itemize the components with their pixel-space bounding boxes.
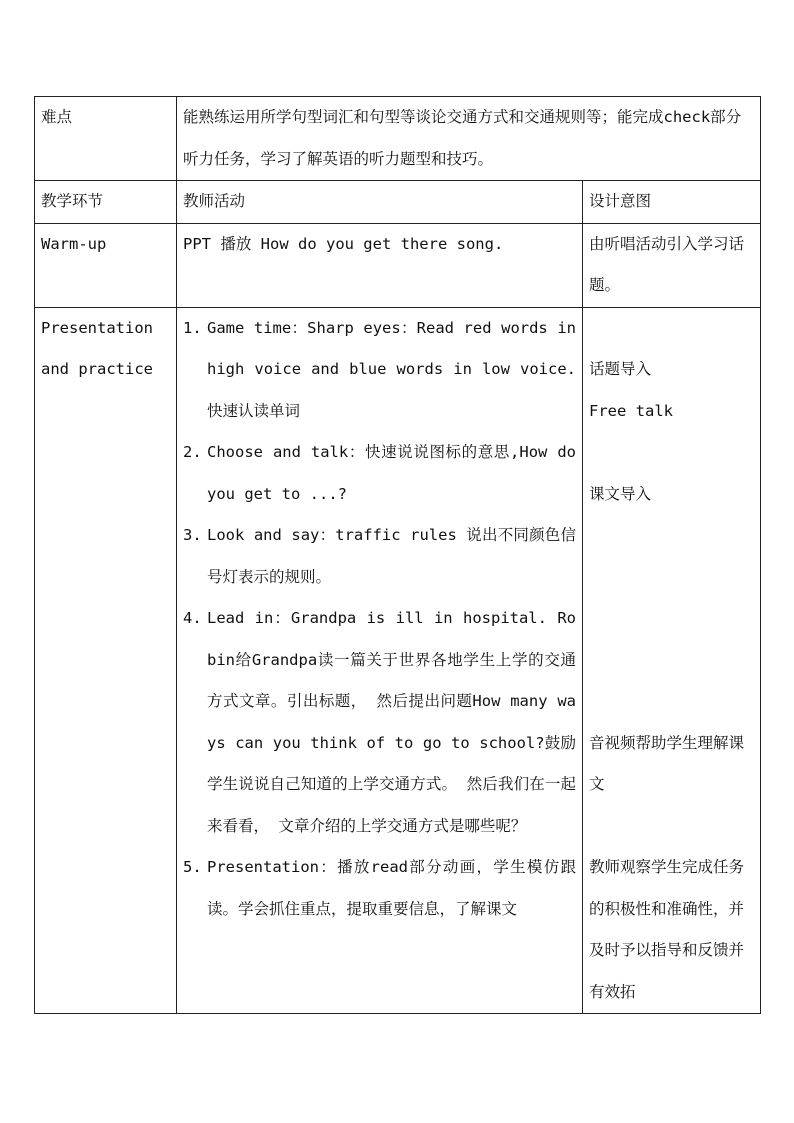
header-step: 教学环节 bbox=[35, 181, 177, 224]
spacer bbox=[589, 557, 754, 599]
list-item bbox=[183, 308, 576, 433]
warmup-activity: PPT 播放 How do you get there song. bbox=[177, 223, 583, 307]
difficulty-row bbox=[35, 97, 761, 181]
difficulty-label: 难点 bbox=[35, 97, 177, 181]
spacer bbox=[589, 308, 754, 350]
item-number: 3. bbox=[183, 526, 202, 544]
item-number: 5. bbox=[183, 858, 202, 876]
spacer bbox=[589, 515, 754, 557]
header-row bbox=[35, 181, 761, 224]
list-item bbox=[183, 515, 576, 598]
intent-topic-intro: 话题导入 bbox=[589, 360, 652, 378]
item-text: Lead in：Grandpa is ill in hospital. Robin给Grandpa读一篇关于世界各地学生上学的交通方式文章。引出标题， 然后提出问题How many ways can you think of to go to school?鼓励学生说说自己知道的上学交通方式。 然后我们在一起来看看， 文章介绍的上学交通方式是哪些呢？ bbox=[207, 609, 576, 835]
item-number: 1. bbox=[183, 318, 202, 337]
item-number: 2. bbox=[183, 443, 202, 461]
spacer bbox=[589, 432, 754, 474]
intent-observe: 教师观察学生完成任务的积极性和准确性，并及时予以指导和反馈并有效拓 bbox=[589, 858, 745, 1001]
presentation-intent bbox=[583, 307, 761, 1014]
list-item bbox=[183, 432, 576, 515]
presentation-activities bbox=[177, 307, 583, 1014]
difficulty-text: 能熟练运用所学句型词汇和句型等谈论交通方式和交通规则等；能完成check部分听力任务，学习了解英语的听力题型和技巧。 bbox=[177, 97, 761, 181]
activity-list bbox=[183, 308, 576, 931]
item-text: Presentation：播放read部分动画，学生模仿跟读。学会抓住重点，提取重要信息，了解课文 bbox=[207, 858, 576, 918]
warmup-row bbox=[35, 223, 761, 307]
warmup-intent: 由听唱活动引入学习话题。 bbox=[583, 223, 761, 307]
list-item bbox=[183, 847, 576, 930]
intent-free-talk: Free talk bbox=[589, 401, 673, 420]
item-text: Choose and talk：快速说说图标的意思,How do you get to ...? bbox=[207, 443, 576, 503]
presentation-step: Presentation and practice bbox=[35, 307, 177, 1014]
item-number: 4. bbox=[183, 609, 202, 627]
intent-text-intro: 课文导入 bbox=[589, 484, 652, 503]
item-text: Game time：Sharp eyes：Read red words in high voice and blue words in low voice.快速认读单词 bbox=[207, 318, 576, 420]
spacer bbox=[589, 598, 754, 640]
intent-av-help: 音视频帮助学生理解课文 bbox=[589, 733, 745, 793]
list-item bbox=[183, 598, 576, 847]
item-text: Look and say：traffic rules 说出不同颜色信号灯表示的规则。 bbox=[207, 526, 576, 586]
spacer bbox=[589, 806, 754, 848]
lesson-plan-table bbox=[34, 96, 761, 1014]
spacer bbox=[589, 640, 754, 682]
spacer bbox=[589, 681, 754, 723]
header-teacher: 教师活动 bbox=[177, 181, 583, 224]
header-intent: 设计意图 bbox=[583, 181, 761, 224]
warmup-step: Warm-up bbox=[35, 223, 177, 307]
presentation-row bbox=[35, 307, 761, 1014]
